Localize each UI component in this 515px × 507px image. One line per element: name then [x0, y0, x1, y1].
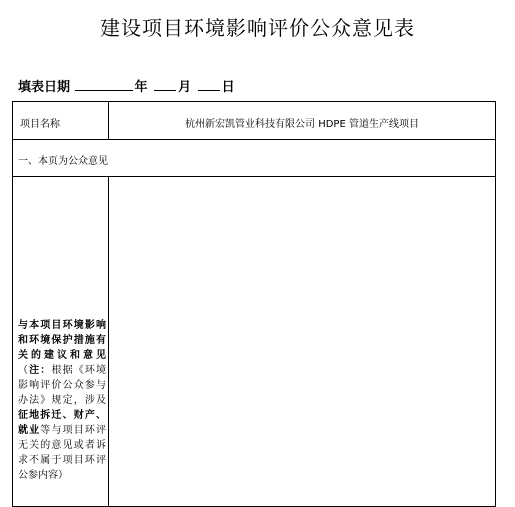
- fill-date-label: 填表日期: [18, 80, 71, 95]
- section-heading: 一、本页为公众意见: [18, 156, 108, 167]
- comment-label: 与本项目环境影响和环境保护措施有关的建议和意见（注：根据《环境影响评价公众参与办法》规定，涉及征地拆迁、财产、就业等与项目环评无关的意见或者诉求不属于项目环评公参内容）: [18, 320, 107, 481]
- project-name-label: 项目名称: [20, 119, 60, 130]
- month-blank[interactable]: [154, 78, 176, 91]
- year-blank[interactable]: [75, 78, 133, 91]
- day-blank[interactable]: [198, 78, 220, 91]
- row-divider: [13, 139, 495, 140]
- comment-field[interactable]: [109, 177, 495, 506]
- fill-date-row: [18, 76, 237, 95]
- month-unit: 月: [178, 80, 192, 95]
- form-title: 建设项目环境影响评价公众意见表: [100, 16, 415, 40]
- project-name-value: 杭州新宏凯管业科技有限公司 HDPE 管道生产线项目: [185, 119, 419, 130]
- year-unit: 年: [134, 80, 148, 95]
- day-unit: 日: [221, 80, 235, 95]
- opinion-table: [12, 101, 496, 507]
